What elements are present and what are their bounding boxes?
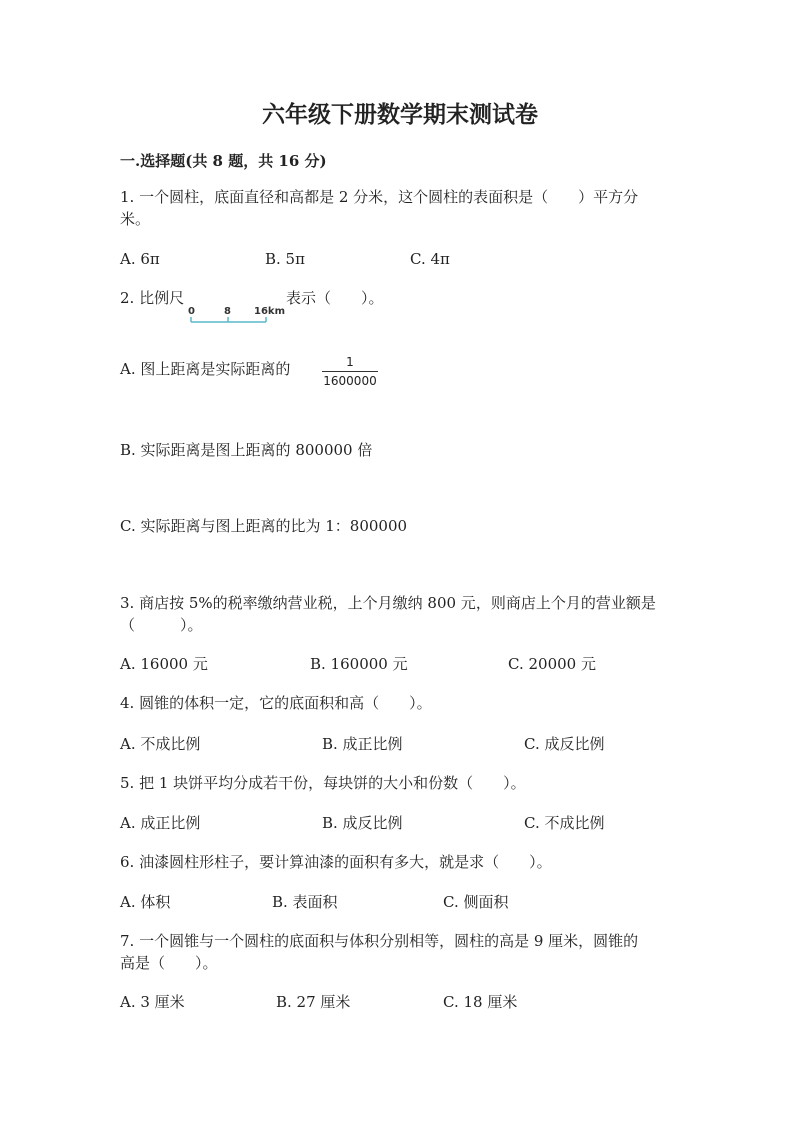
q5-option-c: C. 不成比例: [524, 814, 605, 832]
question-6: 6. 油漆圆柱形柱子，要计算油漆的面积有多大，就是求（ ）。: [120, 853, 552, 871]
question-3: [120, 592, 656, 636]
q7-option-b: B. 27 厘米: [276, 993, 351, 1011]
q5-option-a: A. 成正比例: [120, 814, 201, 832]
question-7-line-1: 7. 一个圆锥与一个圆柱的底面积与体积分别相等，圆柱的高是 9 厘米，圆锥的: [120, 932, 639, 950]
question-4: 4. 圆锥的体积一定，它的底面积和高（ ）。: [120, 694, 432, 712]
question-1-line-2: 米。: [120, 210, 151, 228]
fraction-bar: [322, 371, 378, 372]
q7-option-a: A. 3 厘米: [120, 993, 185, 1011]
q6-option-b: B. 表面积: [272, 893, 338, 911]
question-1-line-1: 1. 一个圆柱，底面直径和高都是 2 分米，这个圆柱的表面积是（ ）平方分: [120, 188, 639, 206]
q2-option-a: A. 图上距离是实际距离的: [120, 360, 291, 378]
section-heading: 一.选择题(共 8 题，共 16 分): [120, 152, 327, 170]
q2-option-c: C. 实际距离与图上距离的比为 1：800000: [120, 517, 408, 535]
question-2-prefix: 2. 比例尺: [120, 289, 185, 307]
question-7: [120, 930, 638, 974]
q5-option-b: B. 成反比例: [322, 814, 403, 832]
q7-option-c: C. 18 厘米: [443, 993, 518, 1011]
q6-option-a: A. 体积: [120, 893, 171, 911]
question-1: [120, 186, 638, 230]
fraction-numerator: 1: [346, 355, 354, 369]
q6-option-c: C. 侧面积: [443, 893, 509, 911]
q3-option-b: B. 160000 元: [310, 655, 408, 673]
q2-option-b: B. 实际距离是图上距离的 800000 倍: [120, 441, 373, 459]
q4-option-c: C. 成反比例: [524, 735, 605, 753]
question-3-line-1: 3. 商店按 5%的税率缴纳营业税，上个月缴纳 800 元，则商店上个月的营业额是: [120, 594, 656, 612]
q4-option-a: A. 不成比例: [120, 735, 201, 753]
question-2-suffix: 表示（ ）。: [286, 289, 384, 307]
fraction-denominator: 1600000: [323, 374, 377, 388]
q1-option-c: C. 4π: [410, 250, 450, 268]
q3-option-a: A. 16000 元: [120, 655, 208, 673]
q1-option-a: A. 6π: [120, 250, 160, 268]
page-title: 六年级下册数学期末测试卷: [262, 101, 538, 128]
question-7-line-2: 高是（ ）。: [120, 954, 218, 972]
question-5: 5. 把 1 块饼平均分成若干份，每块饼的大小和份数（ ）。: [120, 774, 526, 792]
scale-bar-figure: [186, 302, 286, 326]
scale-tick-16km: 16km: [254, 306, 285, 317]
question-3-line-2: （ ）。: [120, 616, 203, 634]
q4-option-b: B. 成正比例: [322, 735, 403, 753]
q1-option-b: B. 5π: [265, 250, 305, 268]
scale-tick-0: 0: [188, 306, 195, 317]
q2-option-a-fraction: [320, 354, 380, 389]
scale-tick-8: 8: [224, 306, 231, 317]
q3-option-c: C. 20000 元: [508, 655, 596, 673]
